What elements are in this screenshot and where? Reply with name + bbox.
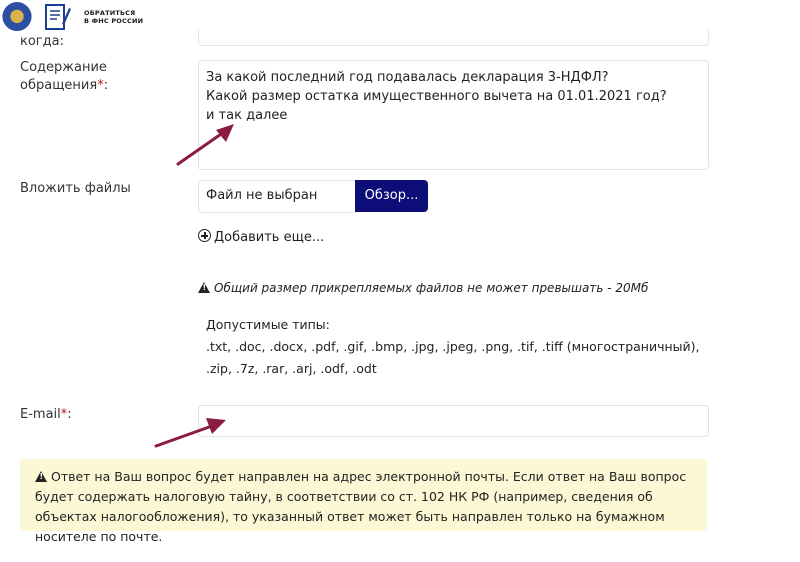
logo-text-line2: В ФНС РОССИИ [84, 17, 144, 25]
logo-text [84, 9, 143, 25]
notice-text: Ответ на Ваш вопрос будет направлен на адрес электронной почты. Если ответ на Ваш вопрос будет содержать налоговую тайну, в соответствии со ст. 102 НК РФ (например, сведения об объектах налогообложения), то указанный ответ может быть направлен только на бумажном носителе по почте. [35, 469, 687, 544]
email-notice-text [35, 467, 700, 547]
fns-emblem-icon[interactable] [2, 2, 32, 34]
plus-circle-icon [198, 229, 211, 242]
warning-triangle-icon [35, 471, 47, 482]
email-required-mark: * [60, 407, 68, 422]
appeal-book-icon[interactable] [42, 2, 72, 32]
attach-label: Вложить файлы [20, 181, 131, 196]
file-status: Файл не выбран [206, 188, 318, 203]
browse-button[interactable]: Обзор... [355, 180, 428, 212]
logo-text-line1: ОБРАТИТЬСЯ [84, 9, 136, 17]
content-label-line2: обращения [20, 78, 98, 93]
annotation-arrow-icon [172, 118, 242, 170]
email-label: E-mail*: [20, 407, 72, 422]
warning-triangle-icon [198, 282, 210, 293]
add-more-link[interactable] [198, 229, 324, 247]
allowed-types-list: .txt, .doc, .docx, .pdf, .gif, .bmp, .jpg, .jpeg, .png, .tif, .tiff (многостраничный), .zip, .7z, .rar, .arj, .odf, .odt [206, 339, 700, 376]
allowed-types-title: Допустимые типы: [206, 317, 330, 332]
add-more-label: Добавить еще... [214, 230, 325, 245]
email-field[interactable] [198, 405, 709, 437]
prev-field-input[interactable] [198, 30, 709, 46]
size-warning [198, 280, 648, 296]
required-mark: * [97, 78, 104, 93]
email-label-text: E-mail [20, 407, 61, 422]
content-textarea-value[interactable]: За какой последний год подавалась декларация 3-НДФЛ? Какой размер остатка имущественного вычета на 01.01.2021 год? и так далее [206, 70, 667, 123]
content-label-line1: Содержание [20, 60, 107, 75]
annotation-arrow-icon [150, 412, 232, 452]
size-warning-text: Общий размер прикрепляемых файлов не может превышать - 20Мб [214, 281, 649, 295]
header-logos [0, 0, 200, 36]
prev-field-label: когда: [20, 34, 64, 49]
content-label: Содержание обращения*: [20, 60, 109, 93]
